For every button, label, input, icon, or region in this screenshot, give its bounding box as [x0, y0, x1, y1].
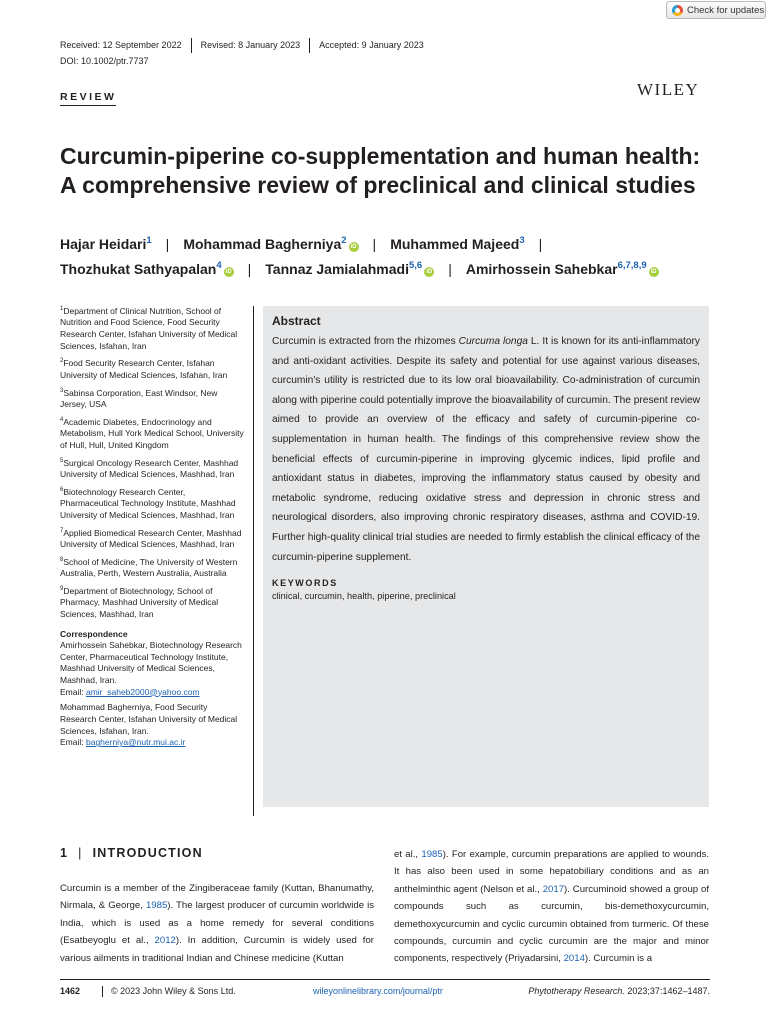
article-type: REVIEW: [60, 91, 116, 106]
abstract-box: [263, 306, 709, 807]
affiliation: $^3$Sabinsa Corporation, East Windsor, New Jersey, USA: [60, 387, 218, 410]
orcid-icon[interactable]: iD: [225, 269, 232, 275]
section-heading: 1 | INTRODUCTION: [60, 846, 203, 860]
abstract-text: Curcumin is extracted from the rhizomes Curcuma longa L. It is known for its anti-inflammatory and anti-oxidant activities. Despite its safety and potential for use against various diseases, curcumin's utility is restricted due to its low oral bioavailability. Co-administration of curcumin along with piperine could potentially improve the bioavailability of curcumin. The present review aimed to provide an overview of the efficacy and safety of curcumin-piperine co-supplementation in human health. The findings of this comprehensive review show the beneficial effects of curcumin-piperine in improving glycemic indices, lipid profile and antioxidant status in diabetes, improving the inflammatory status caused by obesity and metabolic syndrome, reducing oxidative stress and depression in chronic stress and neurological disorders, also improving chronic respiratory diseases, asthma and COVID-19. Further high-quality clinical trial studies are needed to firmly establish the clinical efficacy of the curcumin-piperine supplement.: [272, 336, 700, 563]
page-number: 1462: [60, 986, 81, 996]
affiliation: $^2$Food Security Research Center, Isfahan University of Medical Sciences, Isfahan, Iran: [60, 358, 228, 380]
affiliation: $^1$Department of Clinical Nutrition, School of Nutrition and Food Science, Food Security Research Center, Isfahan University of Medical Sciences, Isfahan, Iran: [60, 305, 238, 351]
affiliation: $^4$Academic Diabetes, Endocrinology and Metabolism, Hull York Medical School, University of Hull, Hull, United Kingdom: [60, 416, 244, 450]
check-for-updates-button[interactable]: [666, 1, 766, 19]
accepted-date: Accepted: 9 January 2023: [309, 38, 433, 53]
citation-link[interactable]: 1985: [421, 849, 443, 860]
body-text: ). Curcumin is a: [584, 953, 653, 965]
affiliations: [60, 304, 245, 753]
author[interactable]: Hajar Heidari$^1$: [60, 235, 152, 252]
received-date: Received: 12 September 2022: [60, 40, 182, 50]
author[interactable]: Amirhossein Sahebkar$^{6,7,8,9}$iD: [465, 260, 657, 277]
body-text: ). Curcuminoid showed a group of compounds such as curcumin, bis-demethoxycurcumin, demethoxycurcumin and cyclic curcumin obtained from turmeric. Of these compounds, curcumin and cyclic curcumin are the major and minor components, respectively (Priyadarsini,: [394, 883, 709, 965]
affiliation: $^5$Surgical Oncology Research Center, Mashhad University of Medical Sciences, Mashhad, Iran: [60, 457, 239, 480]
author-separator: |: [247, 261, 252, 277]
citation-link[interactable]: 2017: [542, 883, 565, 895]
author-separator: |: [372, 236, 377, 252]
publisher-logo: WILEY: [637, 80, 700, 99]
keywords: clinical, curcumin, health, piperine, preclinical: [272, 591, 456, 602]
author-list: [60, 230, 760, 280]
page-footer: [60, 979, 710, 996]
affiliation: $^9$Department of Biotechnology, School of Pharmacy, Mashhad University of Medical Sciences, Mashhad, Iran: [60, 585, 219, 620]
journal-link[interactable]: wileyonlinelibrary.com/journal/ptr: [313, 986, 443, 996]
correspondence-entry: Amirhossein Sahebkar, Biotechnology Research Center, Pharmaceutical Technology Institute, Mashhad University of Medical Sciences, Mashhad, Iran. Email: amir_saheb2000@yahoo.com: [60, 640, 242, 697]
check-for-updates-label: Check for updates: [687, 4, 765, 16]
citation-link[interactable]: 1985: [145, 900, 168, 912]
orcid-icon[interactable]: iD: [350, 244, 357, 250]
correspondence-entry: Mohammad Bagherniya, Food Security Research Center, Isfahan University of Medical Sciences, Isfahan, Iran. Email: bagherniya@nutr.mui.ac.ir: [60, 702, 238, 748]
body-text: et al.,: [394, 849, 422, 860]
author[interactable]: Muhammed Majeed$^3$: [390, 235, 525, 252]
body-column-left: [60, 880, 374, 967]
correspondence-heading: Correspondence: [60, 628, 128, 639]
orcid-icon[interactable]: iD: [426, 269, 433, 275]
body-column-right: [394, 846, 709, 968]
email-link[interactable]: bagherniya@nutr.mui.ac.ir: [85, 737, 186, 748]
column-divider: [253, 306, 254, 816]
citation-link[interactable]: 2012: [154, 935, 176, 947]
article-dates: [60, 38, 433, 53]
email-link[interactable]: amir_saheb2000@yahoo.com: [85, 686, 200, 697]
citation-link[interactable]: 2014: [563, 953, 585, 965]
crossmark-icon: [672, 5, 683, 16]
journal-citation: Phytotherapy Research. 2023;37:1462–1487.: [528, 986, 710, 996]
author-separator: |: [448, 261, 452, 277]
body-text: ). For example, curcumin preparations are applied to wounds. It has also been used in some hepatobiliary conditions and as an anthelminthic agent (Nelson et al.,: [394, 849, 709, 895]
author-separator: |: [538, 236, 543, 252]
body-text: Curcumin is a member of the Zingiberaceae family (Kuttan, Bhanumathy, Nirmala, & George,: [60, 883, 374, 912]
abstract-heading: Abstract: [272, 314, 321, 328]
orcid-icon[interactable]: iD: [650, 269, 657, 275]
affiliation: $^7$Applied Biomedical Research Center, Mashhad University of Medical Sciences, Mashhad, Iran: [60, 527, 242, 550]
author[interactable]: Thozhukat Sathyapalan$^4$iD: [60, 260, 232, 277]
doi: DOI: 10.1002/ptr.7737: [60, 56, 149, 66]
article-title: Curcumin-piperine co-supplementation and human health: A comprehensive review of preclinical and clinical studies: [60, 143, 701, 198]
body-text: ). In addition, Curcumin is widely used for various ailments in traditional Indian and Chinese medicine (Kuttan: [60, 935, 374, 964]
author[interactable]: Mohammad Bagherniya$^2$iD: [183, 235, 357, 252]
copyright: © 2023 John Wiley & Sons Ltd.: [102, 986, 236, 997]
body-text: ). The largest producer of curcumin worldwide is India, which is used as a home remedy for several conditions (Esatbeyoglu et al.,: [60, 900, 375, 947]
author-separator: |: [165, 236, 170, 252]
affiliation: $^8$School of Medicine, The University of Western Australia, Perth, Western Australia, Australia: [60, 556, 238, 579]
author[interactable]: Tannaz Jamialahmadi$^{5,6}$iD: [265, 260, 433, 277]
revised-date: Revised: 8 January 2023: [191, 38, 310, 53]
keywords-heading: KEYWORDS: [272, 578, 338, 589]
affiliation: $^6$Biotechnology Research Center, Pharmaceutical Technology Institute, Mashhad University of Medical Sciences, Mashhad, Iran: [60, 486, 236, 520]
